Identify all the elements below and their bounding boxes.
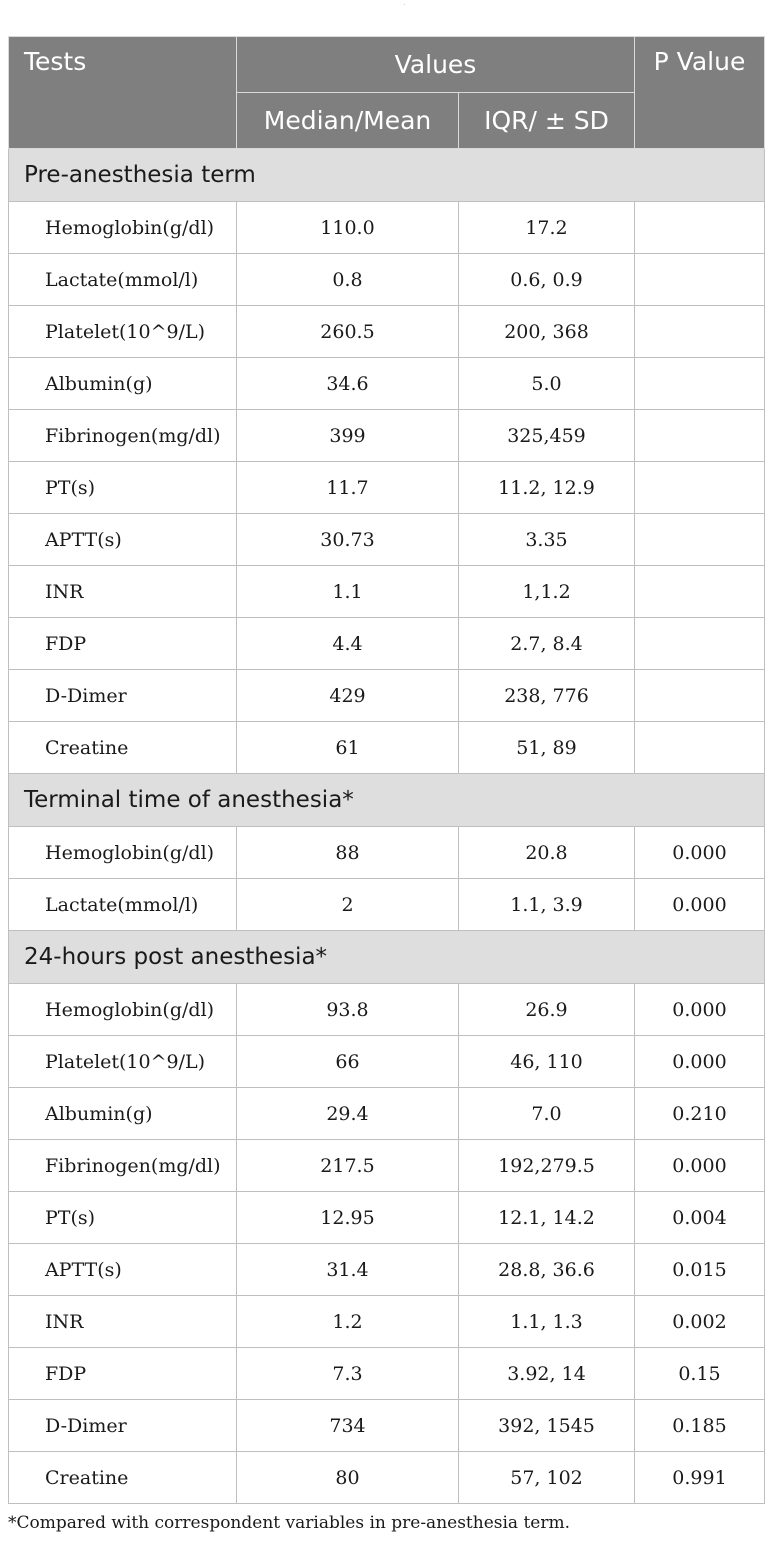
- iqr-sd-cell: 200, 368: [459, 306, 635, 358]
- p-value-cell: 0.002: [635, 1296, 765, 1348]
- section-row: [9, 774, 765, 827]
- iqr-sd-cell: 3.92, 14: [459, 1348, 635, 1400]
- test-name-cell: APTT(s): [9, 1244, 237, 1296]
- table-row: [9, 1036, 765, 1088]
- table-footnote: *Compared with correspondent variables in pre-anesthesia term.: [8, 1513, 571, 1533]
- test-name-cell: INR: [9, 566, 237, 618]
- test-name-cell: INR: [9, 1296, 237, 1348]
- iqr-sd-cell: 238, 776: [459, 670, 635, 722]
- iqr-sd-cell: 7.0: [459, 1088, 635, 1140]
- test-name-cell: Fibrinogen(mg/dl): [9, 1140, 237, 1192]
- median-mean-cell: 93.8: [237, 984, 459, 1036]
- header-tests: Tests: [9, 37, 237, 149]
- test-name-cell: Albumin(g): [9, 358, 237, 410]
- iqr-sd-cell: 17.2: [459, 202, 635, 254]
- p-value-cell: 0.004: [635, 1192, 765, 1244]
- median-mean-cell: 88: [237, 827, 459, 879]
- table-row: [9, 1400, 765, 1452]
- median-mean-cell: 1.2: [237, 1296, 459, 1348]
- table-row: [9, 1192, 765, 1244]
- table-row: [9, 566, 765, 618]
- median-mean-cell: 80: [237, 1452, 459, 1504]
- test-name-cell: Fibrinogen(mg/dl): [9, 410, 237, 462]
- iqr-sd-cell: 3.35: [459, 514, 635, 566]
- test-name-cell: Hemoglobin(g/dl): [9, 984, 237, 1036]
- p-value-cell: [635, 618, 765, 670]
- table-row: [9, 202, 765, 254]
- median-mean-cell: 12.95: [237, 1192, 459, 1244]
- p-value-cell: 0.000: [635, 879, 765, 931]
- test-name-cell: Creatine: [9, 1452, 237, 1504]
- p-value-cell: [635, 202, 765, 254]
- iqr-sd-cell: 1,1.2: [459, 566, 635, 618]
- header-iqr-sd: IQR/ ± SD: [459, 93, 635, 149]
- p-value-cell: 0.000: [635, 1140, 765, 1192]
- table-row: [9, 984, 765, 1036]
- section-title: Pre-anesthesia term: [9, 149, 765, 202]
- median-mean-cell: 11.7: [237, 462, 459, 514]
- iqr-sd-cell: 1.1, 1.3: [459, 1296, 635, 1348]
- table-row: [9, 358, 765, 410]
- iqr-sd-cell: 325,459: [459, 410, 635, 462]
- p-value-cell: [635, 514, 765, 566]
- iqr-sd-cell: 1.1, 3.9: [459, 879, 635, 931]
- table-row: [9, 1296, 765, 1348]
- header-p-value: P Value: [635, 37, 765, 149]
- p-value-cell: [635, 566, 765, 618]
- table-row: [9, 1140, 765, 1192]
- median-mean-cell: 7.3: [237, 1348, 459, 1400]
- section-row: [9, 149, 765, 202]
- header-values: Values: [237, 37, 635, 93]
- iqr-sd-cell: 26.9: [459, 984, 635, 1036]
- iqr-sd-cell: 51, 89: [459, 722, 635, 774]
- test-name-cell: Creatine: [9, 722, 237, 774]
- table-row: [9, 618, 765, 670]
- p-value-cell: 0.991: [635, 1452, 765, 1504]
- median-mean-cell: 399: [237, 410, 459, 462]
- p-value-cell: [635, 306, 765, 358]
- iqr-sd-cell: 2.7, 8.4: [459, 618, 635, 670]
- table-row: [9, 1088, 765, 1140]
- test-name-cell: Albumin(g): [9, 1088, 237, 1140]
- test-name-cell: Platelet(10^9/L): [9, 306, 237, 358]
- table-row: [9, 722, 765, 774]
- test-name-cell: PT(s): [9, 462, 237, 514]
- test-name-cell: Lactate(mmol/l): [9, 254, 237, 306]
- median-mean-cell: 4.4: [237, 618, 459, 670]
- lab-results-table: [8, 36, 765, 1504]
- iqr-sd-cell: 392, 1545: [459, 1400, 635, 1452]
- test-name-cell: APTT(s): [9, 514, 237, 566]
- iqr-sd-cell: 5.0: [459, 358, 635, 410]
- table-row: [9, 514, 765, 566]
- iqr-sd-cell: 0.6, 0.9: [459, 254, 635, 306]
- iqr-sd-cell: 12.1, 14.2: [459, 1192, 635, 1244]
- table-header: [9, 37, 765, 149]
- test-name-cell: PT(s): [9, 1192, 237, 1244]
- table-row: [9, 879, 765, 931]
- p-value-cell: 0.210: [635, 1088, 765, 1140]
- table-row: [9, 1244, 765, 1296]
- header-median-mean: Median/Mean: [237, 93, 459, 149]
- iqr-sd-cell: 20.8: [459, 827, 635, 879]
- iqr-sd-cell: 11.2, 12.9: [459, 462, 635, 514]
- p-value-cell: 0.000: [635, 1036, 765, 1088]
- p-value-cell: 0.185: [635, 1400, 765, 1452]
- page-top-mark: ·: [403, 0, 406, 9]
- p-value-cell: 0.000: [635, 984, 765, 1036]
- table-row: [9, 1348, 765, 1400]
- iqr-sd-cell: 46, 110: [459, 1036, 635, 1088]
- test-name-cell: Hemoglobin(g/dl): [9, 827, 237, 879]
- iqr-sd-cell: 57, 102: [459, 1452, 635, 1504]
- median-mean-cell: 260.5: [237, 306, 459, 358]
- p-value-cell: [635, 722, 765, 774]
- table-row: [9, 410, 765, 462]
- median-mean-cell: 2: [237, 879, 459, 931]
- section-row: [9, 931, 765, 984]
- median-mean-cell: 0.8: [237, 254, 459, 306]
- test-name-cell: D-Dimer: [9, 670, 237, 722]
- p-value-cell: 0.000: [635, 827, 765, 879]
- table-row: [9, 827, 765, 879]
- median-mean-cell: 34.6: [237, 358, 459, 410]
- table-row: [9, 670, 765, 722]
- test-name-cell: FDP: [9, 1348, 237, 1400]
- test-name-cell: Lactate(mmol/l): [9, 879, 237, 931]
- p-value-cell: [635, 462, 765, 514]
- iqr-sd-cell: 192,279.5: [459, 1140, 635, 1192]
- p-value-cell: 0.15: [635, 1348, 765, 1400]
- section-title: Terminal time of anesthesia*: [9, 774, 765, 827]
- p-value-cell: 0.015: [635, 1244, 765, 1296]
- p-value-cell: [635, 254, 765, 306]
- median-mean-cell: 66: [237, 1036, 459, 1088]
- median-mean-cell: 429: [237, 670, 459, 722]
- p-value-cell: [635, 670, 765, 722]
- test-name-cell: Platelet(10^9/L): [9, 1036, 237, 1088]
- section-title: 24-hours post anesthesia*: [9, 931, 765, 984]
- median-mean-cell: 110.0: [237, 202, 459, 254]
- test-name-cell: FDP: [9, 618, 237, 670]
- test-name-cell: D-Dimer: [9, 1400, 237, 1452]
- table-row: [9, 462, 765, 514]
- table-row: [9, 1452, 765, 1504]
- table-body: [9, 149, 765, 1504]
- median-mean-cell: 30.73: [237, 514, 459, 566]
- p-value-cell: [635, 358, 765, 410]
- median-mean-cell: 61: [237, 722, 459, 774]
- table-row: [9, 306, 765, 358]
- median-mean-cell: 1.1: [237, 566, 459, 618]
- test-name-cell: Hemoglobin(g/dl): [9, 202, 237, 254]
- table-row: [9, 254, 765, 306]
- iqr-sd-cell: 28.8, 36.6: [459, 1244, 635, 1296]
- median-mean-cell: 29.4: [237, 1088, 459, 1140]
- median-mean-cell: 734: [237, 1400, 459, 1452]
- median-mean-cell: 217.5: [237, 1140, 459, 1192]
- p-value-cell: [635, 410, 765, 462]
- median-mean-cell: 31.4: [237, 1244, 459, 1296]
